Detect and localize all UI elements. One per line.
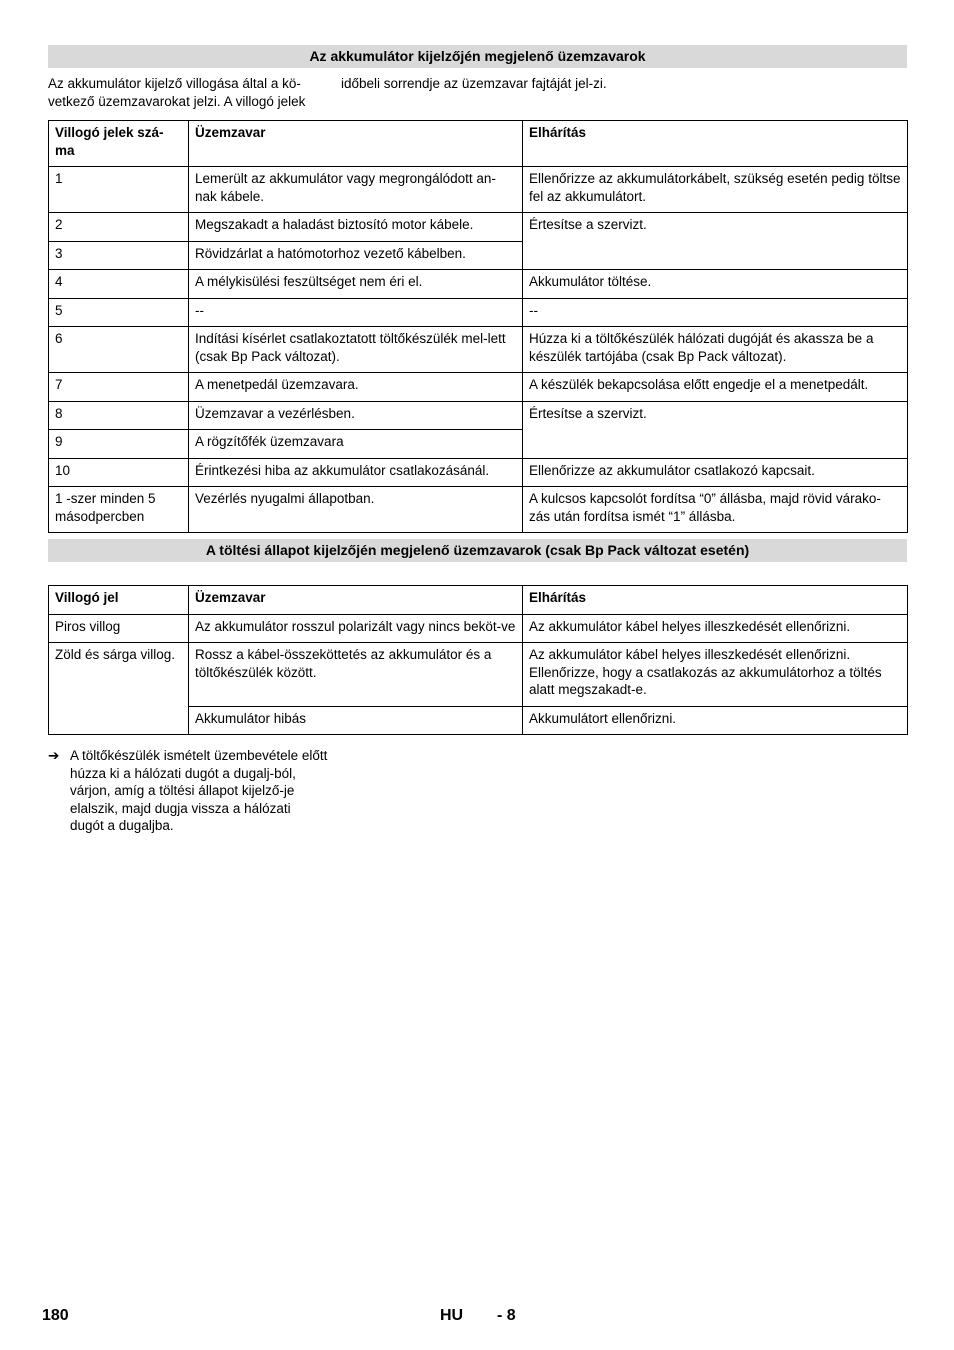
fault-cell: Lemerült az akkumulátor vagy megrongálódott an-nak kábele. (189, 167, 523, 213)
fault-cell: Indítási kísérlet csatlakoztatott töltőkészülék mel-lett (csak Bp Pack változat). (189, 327, 523, 373)
charger-restart-note (48, 747, 328, 835)
fault-cell: A mélykisülési feszültséget nem éri el. (189, 270, 523, 299)
table-row (49, 643, 908, 707)
table-header-row (49, 586, 908, 615)
intro-text-2: időbeli sorrendje az üzemzavar fajtáját jel-zi. (341, 76, 607, 91)
table-row (49, 327, 908, 373)
fault-cell: Akkumulátor hibás (189, 706, 523, 735)
flash-count-cell: 6 (49, 327, 189, 373)
intro-column-2 (341, 75, 621, 93)
section-title-battery-faults (48, 45, 907, 68)
remedy-cell: -- (523, 298, 908, 327)
fault-cell: A menetpedál üzemzavara. (189, 373, 523, 402)
page-number: 180 (42, 1307, 69, 1324)
fault-cell: Üzemzavar a vezérlésben. (189, 401, 523, 430)
flash-count-cell: 9 (49, 430, 189, 459)
flash-count-cell: 4 (49, 270, 189, 299)
section-title-text: Az akkumulátor kijelzőjén megjelenő üzemzavarok (309, 47, 646, 64)
remedy-cell: Értesítse a szervizt. (523, 401, 908, 458)
flash-count-cell: 8 (49, 401, 189, 430)
sub-page-number: - 8 (497, 1307, 516, 1324)
fault-cell: Rossz a kábel-összeköttetés az akkumulátor és a töltőkészülék között. (189, 643, 523, 707)
table-row (49, 213, 908, 242)
intro-text-1: Az akkumulátor kijelző villogása által a kö-vetkező üzemzavarokat jelzi. A villogó jelek (48, 76, 306, 109)
table-row (49, 401, 908, 430)
fault-cell: Rövidzárlat a hatómotorhoz vezető kábelben. (189, 241, 523, 270)
remedy-cell: A készülék bekapcsolása előtt engedje el a menetpedált. (523, 373, 908, 402)
header-remedy: Elhárítás (523, 121, 908, 167)
table-header-row (49, 121, 908, 167)
flash-count-cell: 10 (49, 458, 189, 487)
table-row (49, 373, 908, 402)
fault-cell: Az akkumulátor rosszul polarizált vagy nincs beköt-ve (189, 614, 523, 643)
battery-fault-table (48, 120, 908, 533)
arrow-right-icon: ➔ (48, 748, 60, 763)
header-remedy: Elhárítás (523, 586, 908, 615)
table-row (49, 298, 908, 327)
table-row (49, 614, 908, 643)
flash-signal-cell: Piros villog (49, 614, 189, 643)
header-fault: Üzemzavar (189, 586, 523, 615)
fault-cell: Érintkezési hiba az akkumulátor csatlakozásánál. (189, 458, 523, 487)
section-title-text: A töltési állapot kijelzőjén megjelenő üzemzavarok (csak Bp Pack változat esetén) (205, 541, 750, 558)
flash-signal-cell: Zöld és sárga villog. (49, 643, 189, 735)
note-text: A töltőkészülék ismételt üzembevétele előtt húzza ki a hálózati dugót a dugalj-ból, várjon, amíg a töltési állapot kijelző-je elalszik, majd dugja vissza a hálózati dugót a dugaljba. (70, 748, 328, 833)
table-row (49, 167, 908, 213)
fault-cell: Megszakadt a haladást biztosító motor kábele. (189, 213, 523, 242)
remedy-cell: Az akkumulátor kábel helyes illeszkedését ellenőrizni. Ellenőrizze, hogy a csatlakozás az akkumulátorhoz a töltés alatt megszakadt-e. (523, 643, 908, 707)
table-row (49, 270, 908, 299)
header-flash-signal: Villogó jel (49, 586, 189, 615)
header-flash-count: Villogó jelek szá-ma (49, 121, 189, 167)
remedy-cell: Ellenőrizze az akkumulátor csatlakozó kapcsait. (523, 458, 908, 487)
remedy-cell: Ellenőrizze az akkumulátorkábelt, szükség esetén pedig töltse fel az akkumulátort. (523, 167, 908, 213)
charge-state-fault-table (48, 585, 908, 735)
flash-count-cell: 1 -szer minden 5 másodpercben (49, 487, 189, 533)
remedy-cell: Az akkumulátor kábel helyes illeszkedését ellenőrizni. (523, 614, 908, 643)
flash-count-cell: 2 (49, 213, 189, 242)
fault-cell: A rögzítőfék üzemzavara (189, 430, 523, 459)
header-fault: Üzemzavar (189, 121, 523, 167)
intro-column-1 (48, 75, 328, 110)
flash-count-cell: 7 (49, 373, 189, 402)
fault-cell: -- (189, 298, 523, 327)
fault-cell: Vezérlés nyugalmi állapotban. (189, 487, 523, 533)
remedy-cell: Húzza ki a töltőkészülék hálózati dugóját és akassza be a készülék tartójába (csak Bp Pack változat). (523, 327, 908, 373)
remedy-cell: Akkumulátort ellenőrizni. (523, 706, 908, 735)
remedy-cell: Értesítse a szervizt. (523, 213, 908, 270)
table-row (49, 487, 908, 533)
section-title-charge-state-faults (48, 539, 907, 562)
flash-count-cell: 1 (49, 167, 189, 213)
remedy-cell: Akkumulátor töltése. (523, 270, 908, 299)
language-code: HU (440, 1307, 464, 1324)
table-row (49, 458, 908, 487)
remedy-cell: A kulcsos kapcsolót fordítsa “0” állásba, majd rövid várako-zás után fordítsa ismét “1” állásba. (523, 487, 908, 533)
flash-count-cell: 5 (49, 298, 189, 327)
flash-count-cell: 3 (49, 241, 189, 270)
